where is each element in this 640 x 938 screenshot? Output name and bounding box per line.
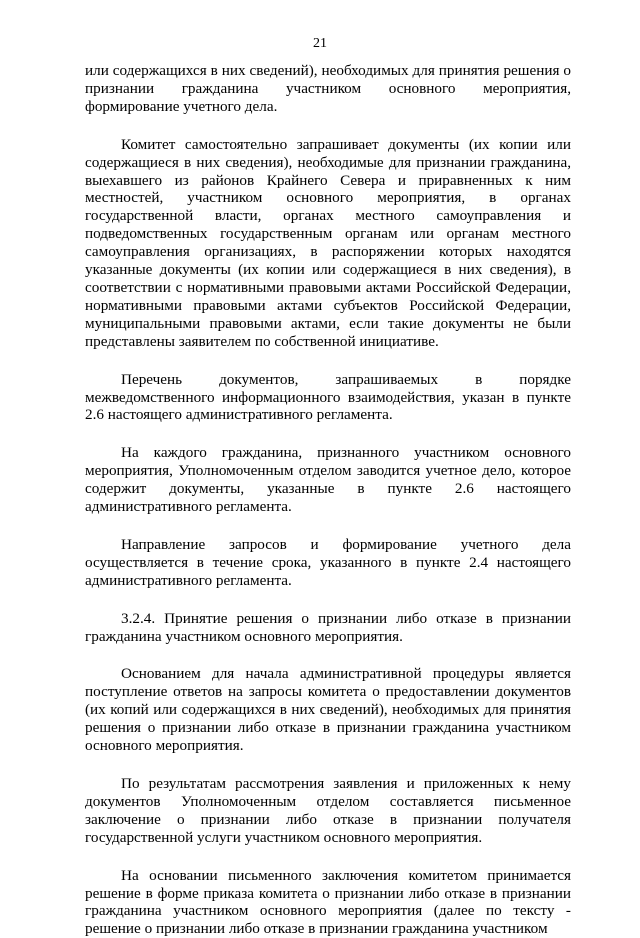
paragraph-continuation: или содержащихся в них сведений), необходимых для принятия решения о признании гражданина участником основного мероприятия, формирование учетного дела.	[85, 62, 571, 115]
paragraph-committee-requests: Комитет самостоятельно запрашивает документы (их копии или содержащиеся в них сведения), необходимые для признании гражданина, выехавшего из районов Крайнего Севера и приравненных к ним местностей, участником основного мероприятия, в органах государственной власти, органах местного самоуправления и подведомственных государственным органам или органам местного самоуправления организациях, в распоряжении которых находятся указанные документы (их копии или содержащиеся в них сведения), в соответствии с нормативными правовыми актами Российской Федерации, нормативными правовыми актами субъектов Российской Федерации, муниципальными правовыми актами, если такие документы не были представлены заявителем по собственной инициативе.	[85, 135, 571, 350]
paragraph-account-file: На каждого гражданина, признанного участником основного мероприятия, Уполномоченным отделом заводится учетное дело, которое содержит документы, указанные в пункте 2.6 настоящего административного регламента.	[85, 444, 571, 516]
document-body	[85, 62, 571, 938]
paragraph-written-conclusion: По результатам рассмотрения заявления и приложенных к нему документов Уполномоченным отделом составляется письменное заключение о признании либо отказе в признании получателя государственной услуги участником основного мероприятия.	[85, 775, 571, 846]
paragraph-request-deadline: Направление запросов и формирование учетного дела осуществляется в течение срока, указанного в пункте 2.4 настоящего административного регламента.	[85, 535, 571, 589]
page-number: 21	[313, 36, 327, 51]
paragraph-committee-decision: На основании письменного заключения комитетом принимается решение в форме приказа комитета о признании либо отказе в признании гражданина участником основного мероприятия (далее по тексту - решение о признании либо отказе в признании гражданина участником	[85, 866, 571, 938]
paragraph-procedure-basis: Основанием для начала административной процедуры является поступление ответов на запросы комитета о предоставлении документов (их копий или содержащихся в них сведений), необходимых для принятия решения о признании либо отказе в признании гражданина участником основного мероприятия.	[85, 665, 571, 755]
section-heading-3-2-4: 3.2.4. Принятие решения о признании либо отказе в признании гражданина участником основного мероприятия.	[85, 609, 571, 645]
paragraph-document-list: Перечень документов, запрашиваемых в порядке межведомственного информационного взаимодействия, указан в пункте 2.6 настоящего административного регламента.	[85, 370, 571, 424]
